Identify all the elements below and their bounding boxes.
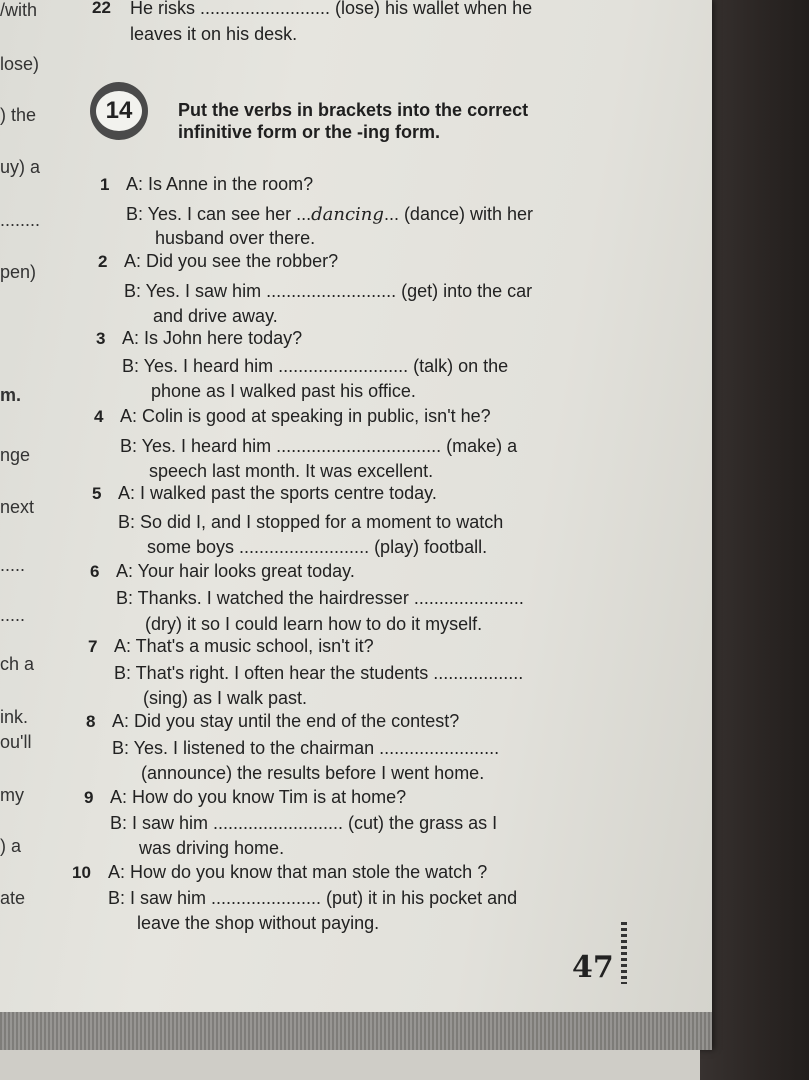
item-answer: B: Yes. I saw him .......................... (get) into the car — [124, 281, 533, 301]
margin-fragment: /with — [0, 0, 38, 20]
item-number: 6 — [90, 562, 100, 581]
item-number: 22 — [92, 0, 111, 17]
item-question: A: How do you know Tim is at home? — [110, 787, 407, 807]
page-number: 47 — [572, 950, 614, 985]
margin-fragment: next — [0, 497, 35, 517]
margin-fragment: uy) a — [0, 157, 41, 177]
margin-fragment: nge — [0, 445, 31, 465]
margin-fragment: ch a — [0, 654, 35, 674]
page-edge-stack — [0, 1012, 712, 1050]
item-question: A: That's a music school, isn't it? — [114, 636, 374, 656]
margin-fragment: ........ — [0, 210, 41, 230]
item-question: A: Did you see the robber? — [124, 251, 339, 271]
item-answer-continued: (announce) the results before I went home. — [141, 763, 485, 783]
margin-fragment: ink. — [0, 707, 29, 727]
item-answer: B: That's right. I often hear the students .................. — [114, 663, 524, 683]
item-answer — [126, 204, 533, 225]
answer-text: ... (dance) with her — [383, 204, 533, 224]
item-number: 8 — [86, 712, 96, 731]
item-answer-continued: (dry) it so I could learn how to do it myself. — [145, 614, 483, 634]
margin-fragment: ..... — [0, 605, 26, 625]
handwritten-answer: dancing — [311, 204, 384, 225]
item-number: 3 — [96, 329, 106, 348]
margin-fragment: my — [0, 785, 24, 805]
item-answer: B: I saw him ...................... (put) it in his pocket and — [108, 888, 518, 908]
margin-fragment: ate — [0, 888, 26, 908]
margin-fragment: ou'll — [0, 732, 32, 752]
exercise-number: 14 — [96, 91, 142, 131]
exercise-instruction: Put the verbs in brackets into the correct — [178, 100, 529, 120]
exercise-number-badge — [90, 82, 148, 140]
margin-fragment: m. — [0, 385, 22, 405]
item-number: 1 — [100, 175, 110, 194]
answer-text: B: Yes. I can see her ... — [126, 204, 312, 224]
item-question: A: I walked past the sports centre today. — [118, 483, 437, 503]
item-number: 7 — [88, 637, 98, 656]
item-answer-continued: phone as I walked past his office. — [151, 381, 416, 401]
item-question: A: Colin is good at speaking in public, isn't he? — [120, 406, 491, 426]
item-question: A: Your hair looks great today. — [116, 561, 355, 581]
item-question: A: Did you stay until the end of the contest? — [112, 711, 460, 731]
item-answer-continued: husband over there. — [155, 228, 316, 248]
item-answer: B: Thanks. I watched the hairdresser ...................... — [116, 588, 524, 608]
item-answer: B: Yes. I heard him .......................... (talk) on the — [122, 356, 509, 376]
item-answer-continued: was driving home. — [139, 838, 285, 858]
item-number: 2 — [98, 252, 108, 271]
item-number: 10 — [72, 863, 91, 882]
item-question: A: Is Anne in the room? — [126, 174, 314, 194]
margin-fragment: lose) — [0, 54, 40, 74]
item-answer-continued: and drive away. — [153, 306, 278, 326]
item-answer-continued: leave the shop without paying. — [137, 913, 380, 933]
item-answer-continued: (sing) as I walk past. — [143, 688, 308, 708]
item-answer-continued: speech last month. It was excellent. — [149, 461, 434, 481]
margin-fragment: ) the — [0, 105, 37, 125]
margin-fragment: pen) — [0, 262, 37, 282]
item-answer: B: Yes. I heard him ................................. (make) a — [120, 436, 518, 456]
item-line: leaves it on his desk. — [130, 24, 298, 44]
dotted-border — [621, 922, 627, 984]
item-question: A: Is John here today? — [122, 328, 303, 348]
item-number: 9 — [84, 788, 94, 807]
exercise-instruction: infinitive form or the -ing form. — [178, 122, 440, 142]
item-question: A: How do you know that man stole the watch ? — [108, 862, 488, 882]
item-answer: B: Yes. I listened to the chairman ........................ — [112, 738, 500, 758]
item-line: He risks .......................... (lose) his wallet when he — [130, 0, 533, 18]
item-number: 5 — [92, 484, 102, 503]
item-answer-continued: some boys .......................... (play) football. — [147, 537, 488, 557]
margin-fragment: ) a — [0, 836, 22, 856]
margin-fragment: ..... — [0, 555, 26, 575]
item-number: 4 — [94, 407, 104, 426]
item-answer: B: So did I, and I stopped for a moment to watch — [118, 512, 504, 532]
item-answer: B: I saw him .......................... (cut) the grass as I — [110, 813, 498, 833]
lower-page — [0, 1050, 700, 1080]
